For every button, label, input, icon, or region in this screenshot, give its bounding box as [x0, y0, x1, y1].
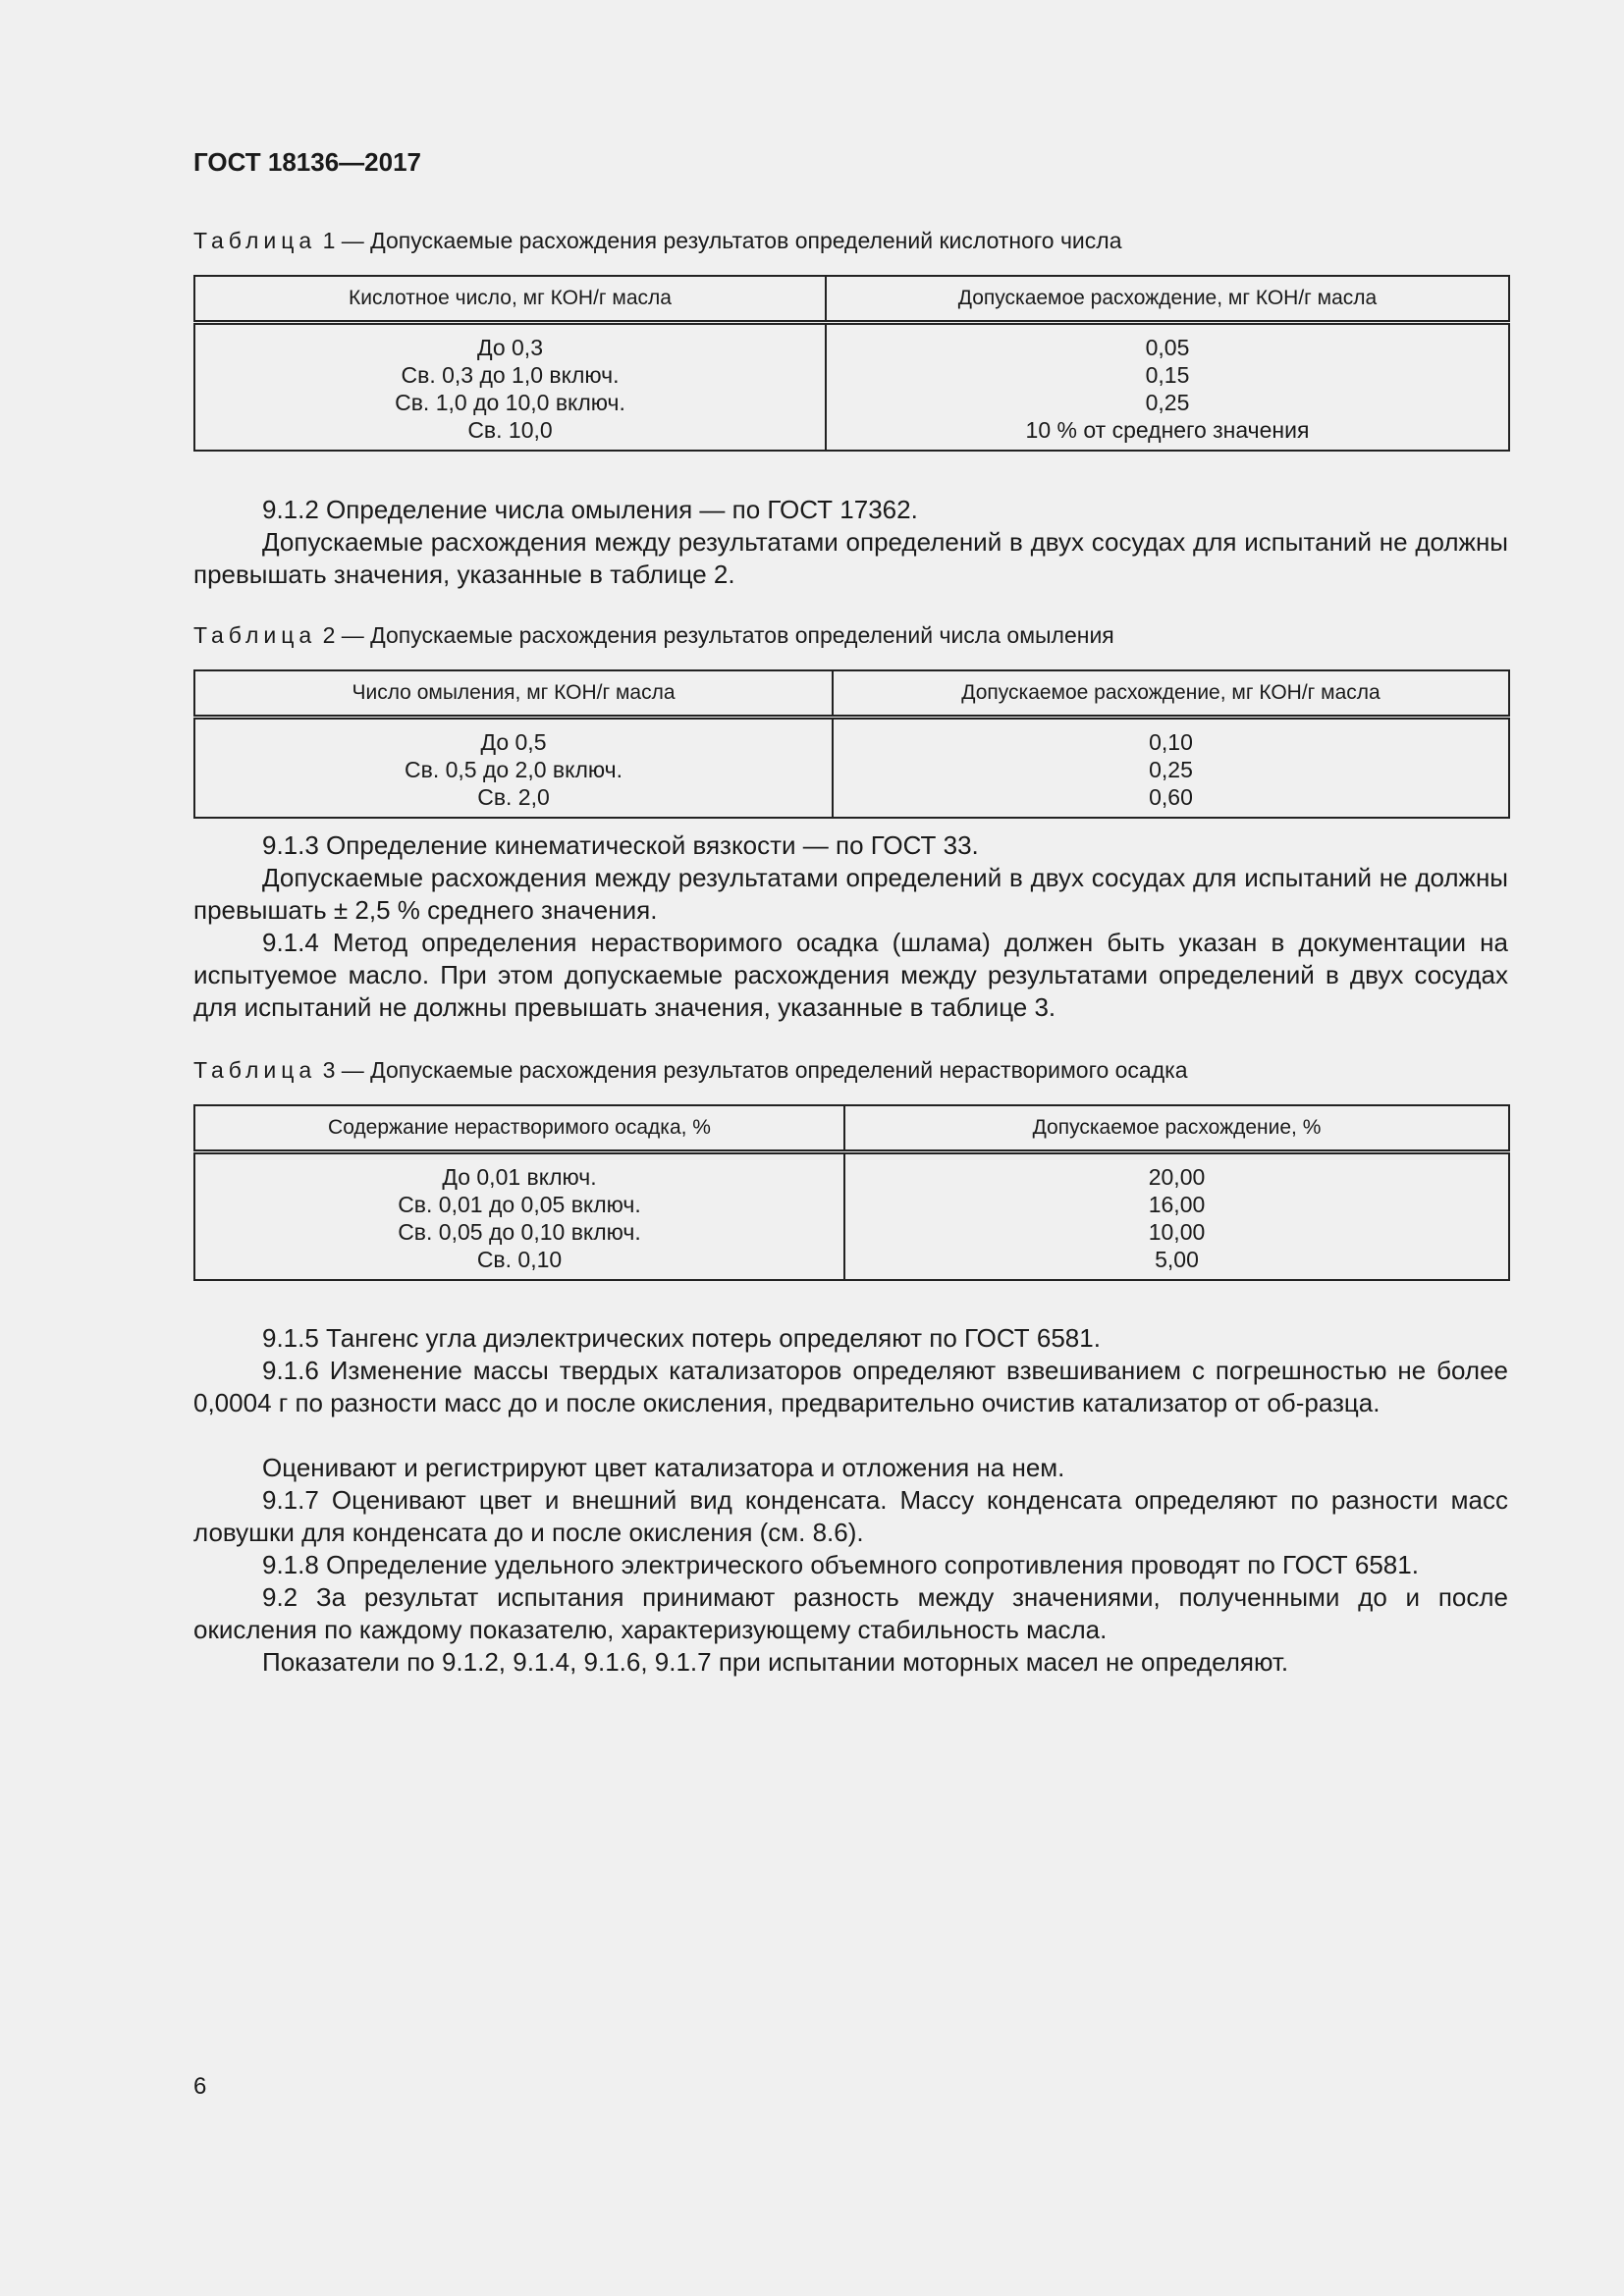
table1: [193, 275, 1510, 452]
table-cell: 0,05: [1145, 335, 1190, 360]
page-number: 6: [193, 2073, 207, 2100]
table-cell: 0,60: [1149, 784, 1193, 810]
paragraph-9-1-5: 9.1.5 Тангенс угла диэлектрических потерь определяют по ГОСТ 6581.: [262, 1323, 1101, 1353]
paragraph-9-1-4: 9.1.4 Метод определения нерастворимого осадка (шлама) должен быть указан в документации на испытуемое масло. При этом допускаемые расхождения между результатами определений в двух сосудах для испытаний не должны превышать значения, указанные в таблице 3.: [193, 928, 1508, 1022]
table2-col2-cell: [833, 718, 1509, 819]
paragraph-9-1-6-color: Оценивают и регистрируют цвет катализатора и отложения на нем.: [262, 1453, 1065, 1482]
table3-caption-text: 3 — Допускаемые расхождения результатов определений нерастворимого осадка: [322, 1057, 1188, 1083]
table3-col1-cell: [194, 1152, 844, 1281]
table-cell: Св. 0,5 до 2,0 включ.: [404, 757, 623, 782]
table-cell: Св. 10,0: [467, 417, 553, 443]
table3-caption-word: Таблица: [193, 1057, 317, 1083]
table1-caption-word: Таблица: [193, 228, 317, 253]
table3-header-col2: Допускаемое расхождение, %: [844, 1105, 1509, 1152]
table-cell: 0,10: [1149, 729, 1193, 755]
table-cell: 0,25: [1149, 757, 1193, 782]
table1-caption-text: 1 — Допускаемые расхождения результатов определений кислотного числа: [322, 228, 1122, 253]
table1-row: [194, 323, 1509, 452]
table1-header-col2: Допускаемое расхождение, мг КОН/г масла: [826, 276, 1509, 323]
table-cell: 16,00: [1148, 1192, 1206, 1217]
document-header: ГОСТ 18136—2017: [193, 147, 421, 177]
table-cell: Св. 1,0 до 10,0 включ.: [395, 390, 625, 415]
table3-header-col1: Содержание нерастворимого осадка, %: [194, 1105, 844, 1152]
table2-row: [194, 718, 1509, 819]
table2-col1-cell: [194, 718, 833, 819]
table1-col2-cell: [826, 323, 1509, 452]
table2: [193, 669, 1510, 819]
paragraph-9-1-6: 9.1.6 Изменение массы твердых катализаторов определяют взвешиванием с погрешностью не более 0,0004 г по разности масс до и после окисления, предварительно очистив катализатор от об-разца.: [193, 1356, 1508, 1417]
table3-col2-cell: [844, 1152, 1509, 1281]
table1-header-col1: Кислотное число, мг КОН/г масла: [194, 276, 826, 323]
table-cell: До 0,5: [480, 729, 547, 755]
paragraph-9-1-2-tolerance: Допускаемые расхождения между результатами определений в двух сосудах для испытаний не должны превышать значения, указанные в таблице 2.: [193, 527, 1508, 589]
paragraph-9-2: 9.2 За результат испытания принимают разность между значениями, полученными до и после окисления по каждому показателю, характеризующему стабильность масла.: [193, 1582, 1508, 1644]
table-cell: 20,00: [1148, 1164, 1206, 1190]
table2-caption-word: Таблица: [193, 622, 317, 648]
paragraph-9-1-3: 9.1.3 Определение кинематической вязкости — по ГОСТ 33.: [262, 830, 979, 860]
table-cell: 5,00: [1155, 1247, 1199, 1272]
table3-row: [194, 1152, 1509, 1281]
table2-header-col1: Число омыления, мг КОН/г масла: [194, 670, 833, 718]
paragraph-9-1-7: 9.1.7 Оценивают цвет и внешний вид конденсата. Массу конденсата определяют по разности масс ловушки для конденсата до и после окисления (см. 8.6).: [193, 1485, 1508, 1547]
table-cell: До 0,01 включ.: [442, 1164, 597, 1190]
paragraph-9-2-motor-oils: Показатели по 9.1.2, 9.1.4, 9.1.6, 9.1.7 при испытании моторных масел не определяют.: [262, 1647, 1289, 1677]
table3: [193, 1104, 1510, 1281]
table2-header-col2: Допускаемое расхождение, мг КОН/г масла: [833, 670, 1509, 718]
table-cell: 10,00: [1148, 1219, 1206, 1245]
table2-caption-text: 2 — Допускаемые расхождения результатов определений числа омыления: [322, 622, 1114, 648]
paragraph-9-1-2: 9.1.2 Определение числа омыления — по ГОСТ 17362.: [262, 495, 918, 524]
table-cell: Св. 0,10: [476, 1247, 563, 1272]
table3-caption: [193, 1055, 1188, 1085]
table-cell: 0,25: [1145, 390, 1190, 415]
table-cell: Св. 0,3 до 1,0 включ.: [401, 362, 620, 388]
table-cell: 10 % от среднего значения: [1025, 417, 1310, 443]
table2-caption: [193, 620, 1114, 650]
table-cell: Св. 0,01 до 0,05 включ.: [398, 1192, 641, 1217]
table-cell: До 0,3: [477, 335, 543, 360]
table1-col1-cell: [194, 323, 826, 452]
table1-caption: [193, 226, 1121, 255]
paragraph-9-1-8: 9.1.8 Определение удельного электрического объемного сопротивления проводят по ГОСТ 6581.: [262, 1550, 1419, 1579]
table-cell: 0,15: [1145, 362, 1190, 388]
table-cell: Св. 0,05 до 0,10 включ.: [398, 1219, 641, 1245]
paragraph-9-1-3-tolerance: Допускаемые расхождения между результатами определений в двух сосудах для испытаний не должны превышать ± 2,5 % среднего значения.: [193, 863, 1508, 925]
table-cell: Св. 2,0: [477, 784, 550, 810]
